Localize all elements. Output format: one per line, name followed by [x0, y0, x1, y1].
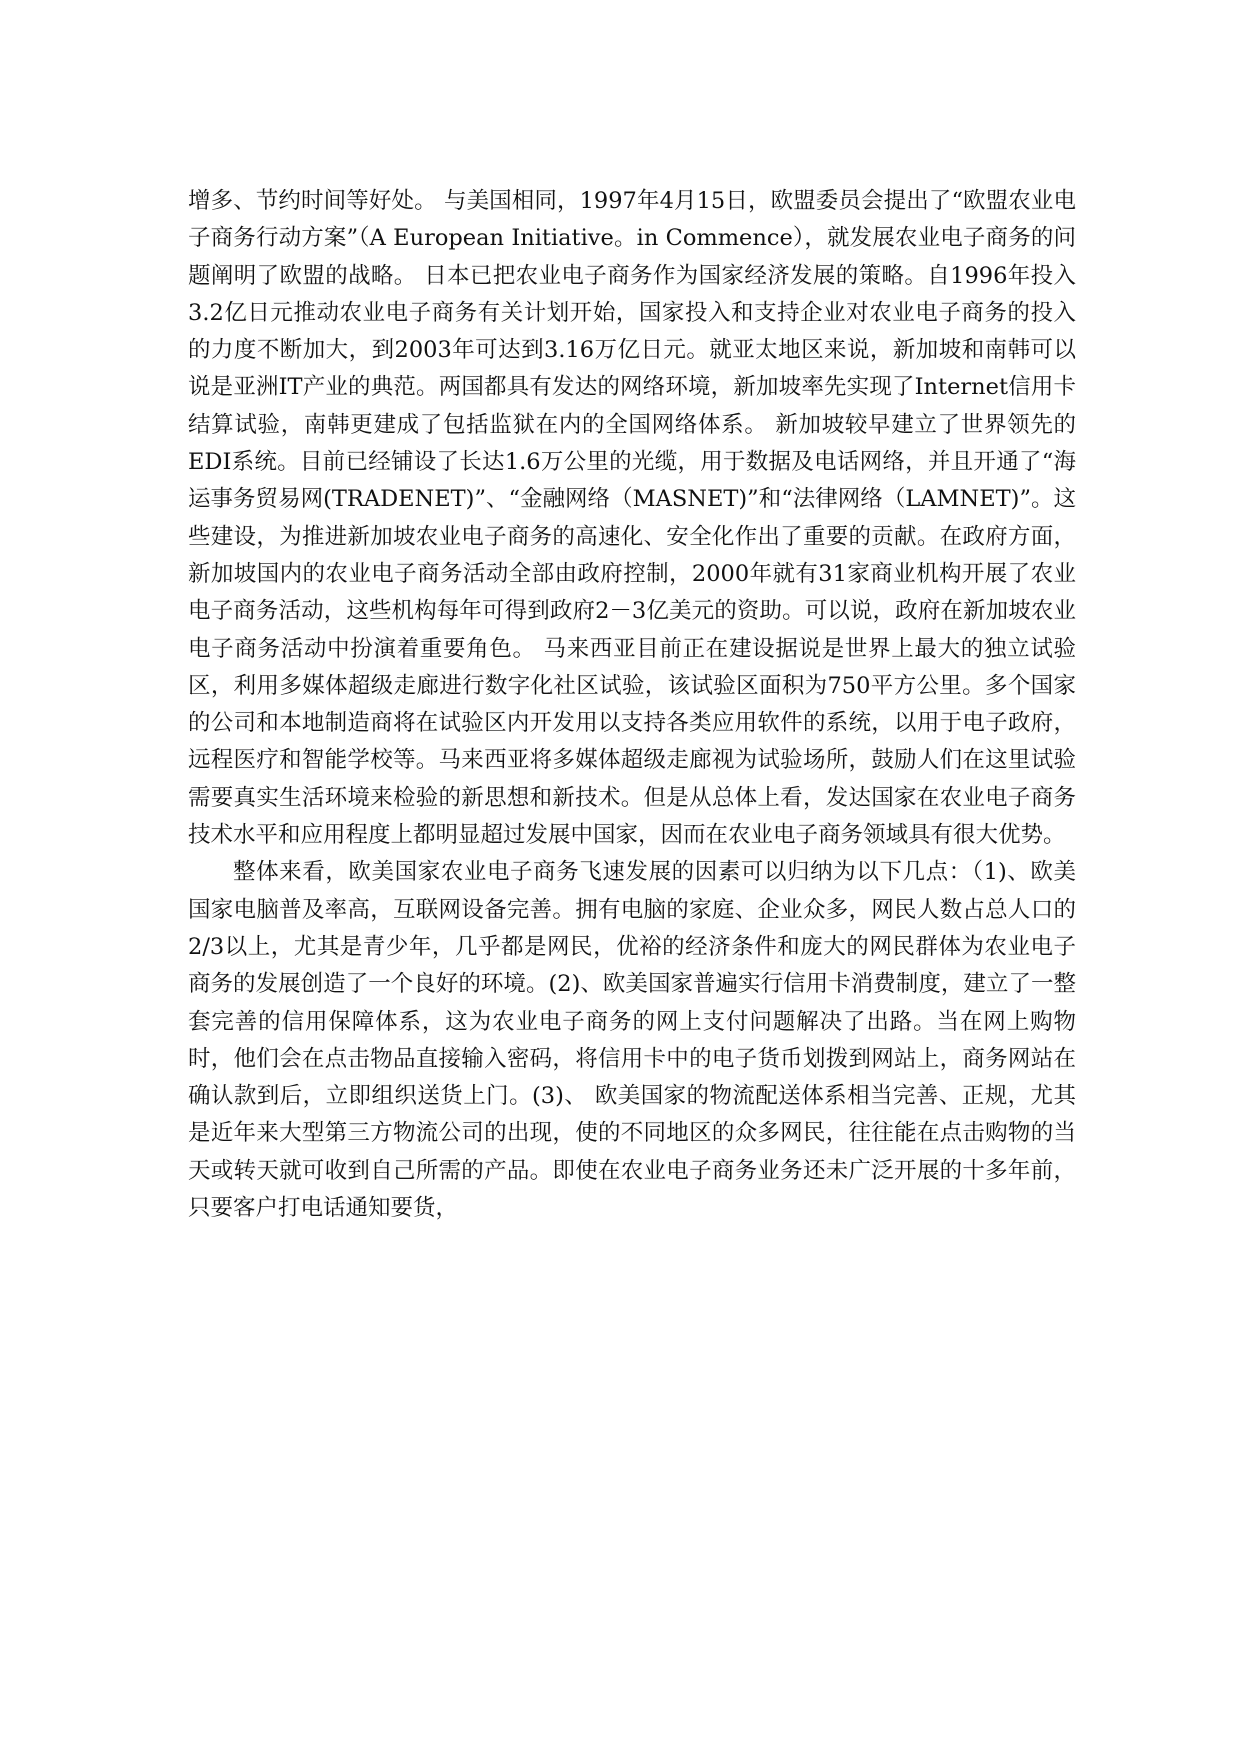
paragraph-2: 整体来看，欧美国家农业电子商务飞速发展的因素可以归纳为以下几点：（1)、欧美国家电脑普及率高，互联网设备完善。拥有电脑的家庭、企业众多，网民人数占总人口的2/3以上，尤其是青少年，几乎都是网民，优裕的经济条件和庞大的网民群体为农业电子商务的发展创造了一个良好的环境。(2)、欧美国家普遍实行信用卡消费制度，建立了一整套完善的信用保障体系，这为农业电子商务的网上支付问题解决了出路。当在网上购物时，他们会在点击物品直接输入密码，将信用卡中的电子货币划拨到网站上，商务网站在确认款到后，立即组织送货上门。(3)、 欧美国家的物流配送体系相当完善、正规，尤其是近年来大型第三方物流公司的出现，使的不同地区的众多网民，往往能在点击购物的当天或转天就可收到自己所需的产品。即使在农业电子商务业务还未广泛开展的十多年前，只要客户打电话通知要货，	[188, 859, 1076, 1222]
paragraph-1: 增多、节约时间等好处。 与美国相同，1997年4月15日，欧盟委员会提出了“欧盟农业电子商务行动方案”（A European Initiative。in Commence），就发展农业电子商务的问题阐明了欧盟的战略。 日本已把农业电子商务作为国家经济发展的策略。自1996年投入3.2亿日元推动农业电子商务有关计划开始，国家投入和支持企业对农业电子商务的投入的力度不断加大，到2003年可达到3.16万亿日元。就亚太地区来说，新加坡和南韩可以说是亚洲IT产业的典范。两国都具有发达的网络环境，新加坡率先实现了Internet信用卡结算试验，南韩更建成了包括监狱在内的全国网络体系。 新加坡较早建立了世界领先的EDI系统。目前已经铺设了长达1.6万公里的光缆，用于数据及电话网络，并且开通了“海运事务贸易网(TRADENET)”、“金融网络（MASNET)”和“法律网络（LAMNET)”。这些建设，为推进新加坡农业电子商务的高速化、安全化作出了重要的贡献。在政府方面，新加坡国内的农业电子商务活动全部由政府控制，2000年就有31家商业机构开展了农业电子商务活动，这些机构每年可得到政府2－3亿美元的资助。可以说，政府在新加坡农业电子商务活动中扮演着重要角色。 马来西亚目前正在建设据说是世界上最大的独立试验区，利用多媒体超级走廊进行数字化社区试验，该试验区面积为750平方公里。多个国家的公司和本地制造商将在试验区内开发用以支持各类应用软件的系统，以用于电子政府，远程医疗和智能学校等。马来西亚将多媒体超级走廊视为试验场所，鼓励人们在这里试验需要真实生活环境来检验的新思想和新技术。但是从总体上看，发达国家在农业电子商务技术水平和应用程度上都明显超过发展中国家，因而在农业电子商务领域具有很大优势。	[188, 188, 1076, 849]
body-text	[188, 183, 1076, 1227]
